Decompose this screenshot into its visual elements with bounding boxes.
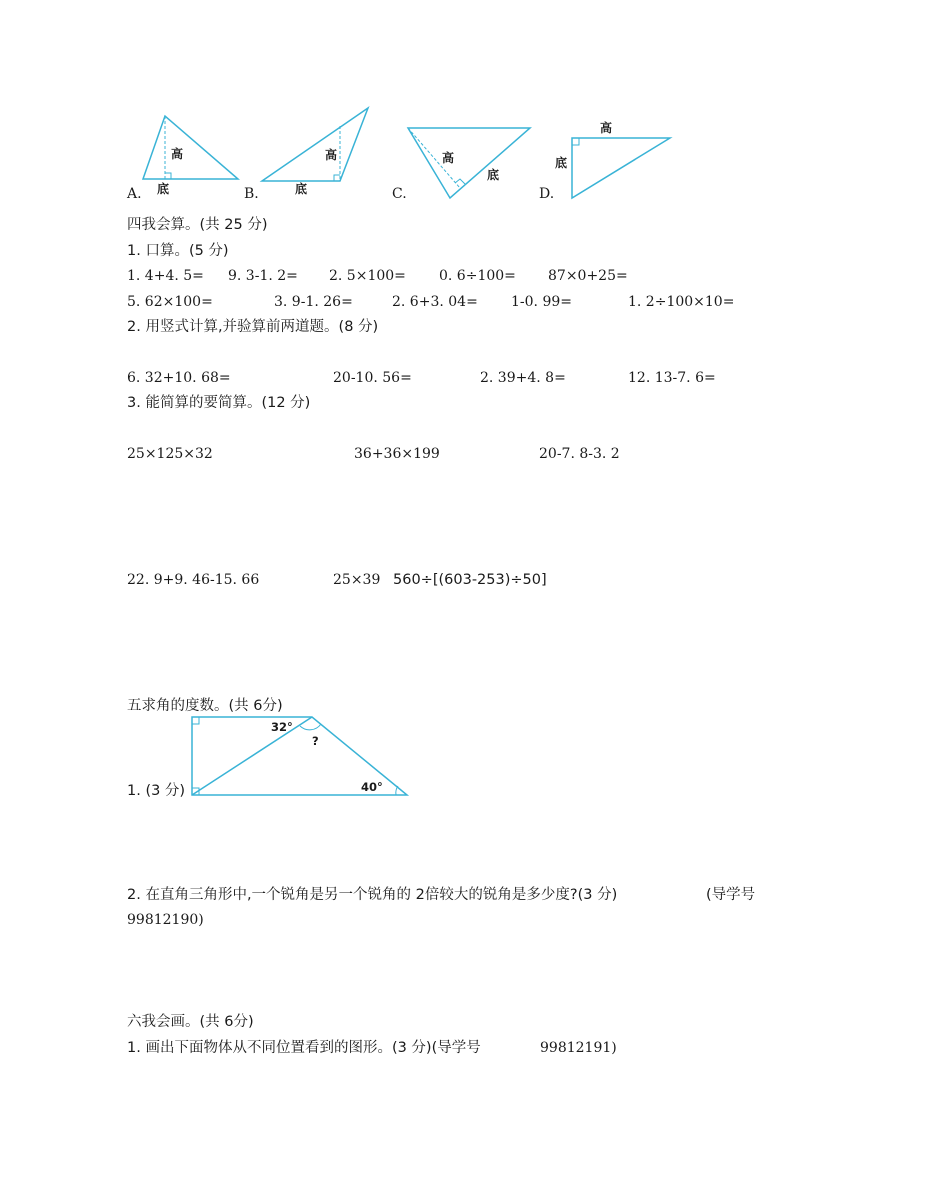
trapezoid-figure xyxy=(185,712,415,807)
q2-item: 6. 32+10. 68= xyxy=(127,370,231,386)
q1-row2-item: 2. 6+3. 04= xyxy=(392,294,478,310)
section5-title: 五求角的度数。(共 6分) xyxy=(127,698,283,714)
triangle-d-base-label: 底 xyxy=(555,156,568,170)
triangle-b-height-label: 高 xyxy=(325,148,338,162)
section5-q1-label: 1. (3 分) xyxy=(127,782,189,800)
triangle-c-base-label: 底 xyxy=(487,168,500,182)
section6-q1-ref-number: 99812191) xyxy=(540,1040,617,1056)
triangle-c xyxy=(408,128,530,198)
triangle-c-height-label: 高 xyxy=(442,151,455,165)
triangle-d-height-label: 高 xyxy=(600,121,613,135)
q1-row2-item: 1-0. 99= xyxy=(511,294,572,310)
q3-item: 36+36×199 xyxy=(354,446,440,462)
option-a: A. xyxy=(127,186,142,202)
triangle-a-base-label: 底 xyxy=(157,182,170,196)
triangle-d xyxy=(572,138,670,198)
q1-row1-item: 2. 5×100= xyxy=(329,268,406,284)
section5-q2-text: 2. 在直角三角形中,一个锐角是另一个锐角的 2倍较大的锐角是多少度?(3 分) xyxy=(127,887,618,903)
triangle-a-height-label: 高 xyxy=(171,147,184,161)
section4-q3-title: 3. 能简算的要简算。(12 分) xyxy=(127,395,311,411)
section6-q1-text: 1. 画出下面物体从不同位置看到的图形。(3 分)(导学号 xyxy=(127,1040,481,1056)
angle-32-label: 32° xyxy=(271,720,293,734)
q3-item: 25×125×32 xyxy=(127,446,213,462)
q3-item: 25×39 xyxy=(333,572,381,588)
q1-row1-item: 87×0+25= xyxy=(548,268,628,284)
q1-row1-item: 0. 6÷100= xyxy=(439,268,516,284)
option-d: D. xyxy=(539,186,555,202)
q1-row2-item: 1. 2÷100×10= xyxy=(628,294,735,310)
q1-row1-item: 9. 3-1. 2= xyxy=(228,268,298,284)
angle-arc-bottom xyxy=(396,786,398,795)
section4-title: 四我会算。(共 25 分) xyxy=(127,217,268,233)
section4-q2-title: 2. 用竖式计算,并验算前两道题。(8 分) xyxy=(127,319,379,335)
triangle-a xyxy=(143,116,238,179)
section5-q2-ref-number: 99812190) xyxy=(127,912,204,928)
trapezoid-diagonal xyxy=(192,717,312,795)
q2-item: 12. 13-7. 6= xyxy=(628,370,716,386)
triangle-b xyxy=(262,108,368,181)
q2-item: 20-10. 56= xyxy=(333,370,412,386)
option-b: B. xyxy=(244,186,259,202)
triangle-figures xyxy=(0,0,950,215)
q3-item: 560÷[(603-253)÷50] xyxy=(393,572,547,588)
angle-40-label: 40° xyxy=(361,780,383,794)
q3-item: 20-7. 8-3. 2 xyxy=(539,446,620,462)
q1-row2-item: 5. 62×100= xyxy=(127,294,213,310)
section5-q2-ref: (导学号 xyxy=(706,887,756,903)
option-c: C. xyxy=(392,186,407,202)
q3-item: 22. 9+9. 46-15. 66 xyxy=(127,572,260,588)
section4-q1-title: 1. 口算。(5 分) xyxy=(127,243,229,259)
q2-item: 2. 39+4. 8= xyxy=(480,370,566,386)
angle-unknown-label: ? xyxy=(312,734,319,748)
triangle-b-base-label: 底 xyxy=(295,182,308,196)
q1-row1-item: 1. 4+4. 5= xyxy=(127,268,204,284)
section6-title: 六我会画。(共 6分) xyxy=(127,1014,254,1030)
angle-arc-top xyxy=(300,724,321,730)
q1-row2-item: 3. 9-1. 26= xyxy=(274,294,353,310)
